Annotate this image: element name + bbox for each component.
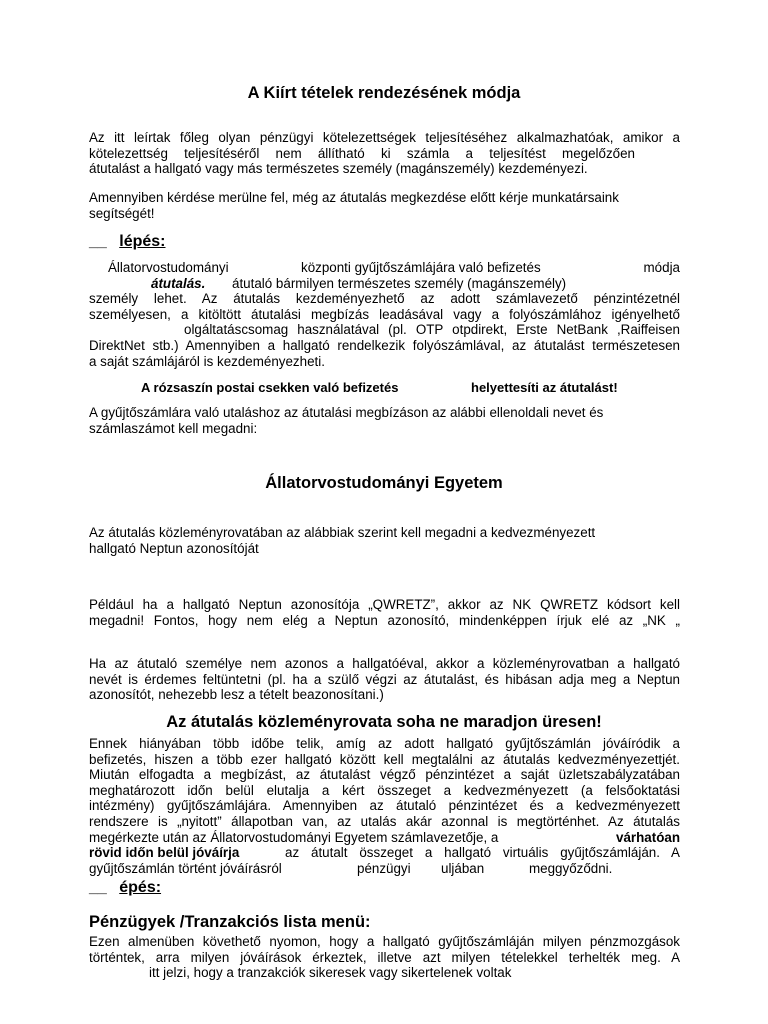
text-line <box>89 845 680 861</box>
transactions-menu-heading: Pénzügyek /Tranzakciós lista menü: <box>89 913 371 931</box>
text-fragment: megérkezte után az Állatorvostudományi Egyetem számlavezetője, a <box>89 829 499 845</box>
question-paragraph <box>89 190 680 221</box>
text-fragment: helyettesíti az átutalást! <box>471 380 618 395</box>
text-line: Amennyiben kérdése merülne fel, még az átutalás megkezdése előtt kérje munkatársaink <box>89 190 619 205</box>
payment-method-paragraph <box>89 260 680 369</box>
text-fragment: átutalás. <box>151 275 206 291</box>
text-line: a saját számlájáról is kezdeményezheti. <box>89 353 325 369</box>
text-fragment: központi gyűjtőszámlájára való befizetés <box>301 260 541 275</box>
text-line: kötelezettség teljesítéséről nem állítható ki számla a teljesítést megelőzően <box>89 145 635 161</box>
text-fragment: Állatorvostudományi <box>108 260 229 275</box>
step-blank: __ <box>89 879 107 896</box>
text-fragment: gyűjtőszámlán történt jóváírásról <box>89 860 282 876</box>
text-line: számlaszámot kell megadni: <box>89 420 258 436</box>
step-label: épés: <box>119 879 162 896</box>
text-line: megadni! Fontos, hogy nem elég a Neptun azonosító, mindenképpen írjuk elé az „NK „ <box>89 612 680 628</box>
intro-paragraph <box>89 130 680 177</box>
text-line: intézmény) gyűjtőszámlájára. Amennyiben az átutaló pénzintézet és a kedvezményezett <box>89 798 680 814</box>
payer-name-paragraph <box>89 656 680 703</box>
document-title: A Kiírt tételek rendezésének módja <box>247 84 521 102</box>
text-line: átutalást a hallgató vagy más természetes személy (magánszemély) kezdeményezi. <box>89 161 588 177</box>
text-fragment: rövid időn belül jóváírja <box>89 845 240 861</box>
warning-heading: Az átutalás közleményrovata soha ne maradjon üresen! <box>166 713 602 731</box>
text-fragment: A rózsaszín postai csekken való befizetés <box>141 380 399 395</box>
text-fragment: módja <box>643 260 680 275</box>
text-fragment: pénzügyi <box>357 860 411 876</box>
text-fragment: meggyőződni. <box>529 860 613 876</box>
reference-instruction-paragraph <box>89 525 680 556</box>
processing-paragraph <box>89 736 680 876</box>
text-line: befizetés, hiszen a több ezer hallgató között kell megtalálni az átutalás kedvezményezettjét. <box>89 751 680 767</box>
text-line: történtek, arra milyen jóváírások érkeztek, illetve azt milyen tételekkel terhelték meg. A <box>89 949 680 965</box>
text-line: A gyűjtőszámlára való utaláshoz az átutalási megbízáson az alábbi ellenoldali nevet és <box>89 405 604 420</box>
text-line: rendszere is „nyitott” állapotban van, az utalás akár azonnal is megtörténhet. Az átutalás <box>89 813 680 829</box>
step-blank: __ <box>89 233 107 250</box>
beneficiary-paragraph <box>89 405 680 436</box>
transactions-paragraph <box>89 934 680 981</box>
text-line: személyesen, a kitöltött átutalási megbízás leadásával vagy a folyószámlához igényelhető <box>89 306 680 322</box>
text-line: meghatározott időn belül elutalja a kért összeget a kedvezményezett (a felsőoktatási <box>89 782 680 798</box>
text-line: hallgató Neptun azonosítóját <box>89 540 259 556</box>
postal-check-note <box>89 380 680 396</box>
text-fragment: várhatóan <box>616 829 680 845</box>
text-line <box>89 830 680 846</box>
university-name: Állatorvostudományi Egyetem <box>265 474 503 492</box>
text-line <box>89 260 680 276</box>
text-line <box>89 861 680 877</box>
text-line: DirektNet stb.) Amennyiben a hallgató rendelkezik folyószámlával, az átutalást természetesen <box>89 337 680 353</box>
text-line: Például ha a hallgató Neptun azonosítója „QWRETZ”, akkor az NK QWRETZ kódsort kell <box>89 597 680 612</box>
text-line: segítségét! <box>89 205 155 221</box>
step-2-heading <box>89 879 161 897</box>
text-line: Ha az átutaló személye nem azonos a hallgatóéval, akkor a közleményrovatban a hallgató <box>89 656 680 671</box>
text-fragment: az átutalt összeget a hallgató virtuális gyűjtőszámláján. A <box>285 845 680 861</box>
text-line: olgáltatáscsomag használatával (pl. OTP otpdirekt, Erste NetBank ,Raiffeisen <box>184 322 680 338</box>
text-line: személy lehet. Az átutalás kezdeményezhető az adott számlavezető pénzintézetnél <box>89 291 680 307</box>
text-line: Az átutalás közleményrovatában az alábbiak szerint kell megadni a kedvezményezett <box>89 525 596 540</box>
text-line: Ennek hiányában több időbe telik, amíg az adott hallgató gyűjtőszámlán jóváíródik a <box>89 736 680 751</box>
text-line <box>89 276 680 292</box>
text-fragment: átutaló bármilyen természetes személy (magánszemély) <box>232 275 567 291</box>
text-line: Miután elfogadta a megbízást, az átutalást végző pénzintézet a saját üzletszabályzatában <box>89 767 680 783</box>
text-line: Ezen almenüben követhető nyomon, hogy a hallgató gyűjtőszámláján milyen pénzmozgások <box>89 934 680 949</box>
text-line: nevét is érdemes feltüntetni (pl. ha a szülő végzi az átutalást, és hibásan adja meg a Neptun <box>89 671 680 687</box>
example-paragraph <box>89 597 680 628</box>
text-line: Az itt leírtak főleg olyan pénzügyi kötelezettségek teljesítéséhez alkalmazhatóak, amikor a <box>89 130 680 145</box>
step-1-heading <box>89 233 166 251</box>
text-fragment: uljában <box>441 860 485 876</box>
text-line: itt jelzi, hogy a tranzakciók sikeresek vagy sikertelenek voltak <box>149 965 512 981</box>
step-label: lépés: <box>119 233 166 250</box>
text-line: azonosítót, nehezebb lesz a tételt beazonosítani.) <box>89 687 384 703</box>
